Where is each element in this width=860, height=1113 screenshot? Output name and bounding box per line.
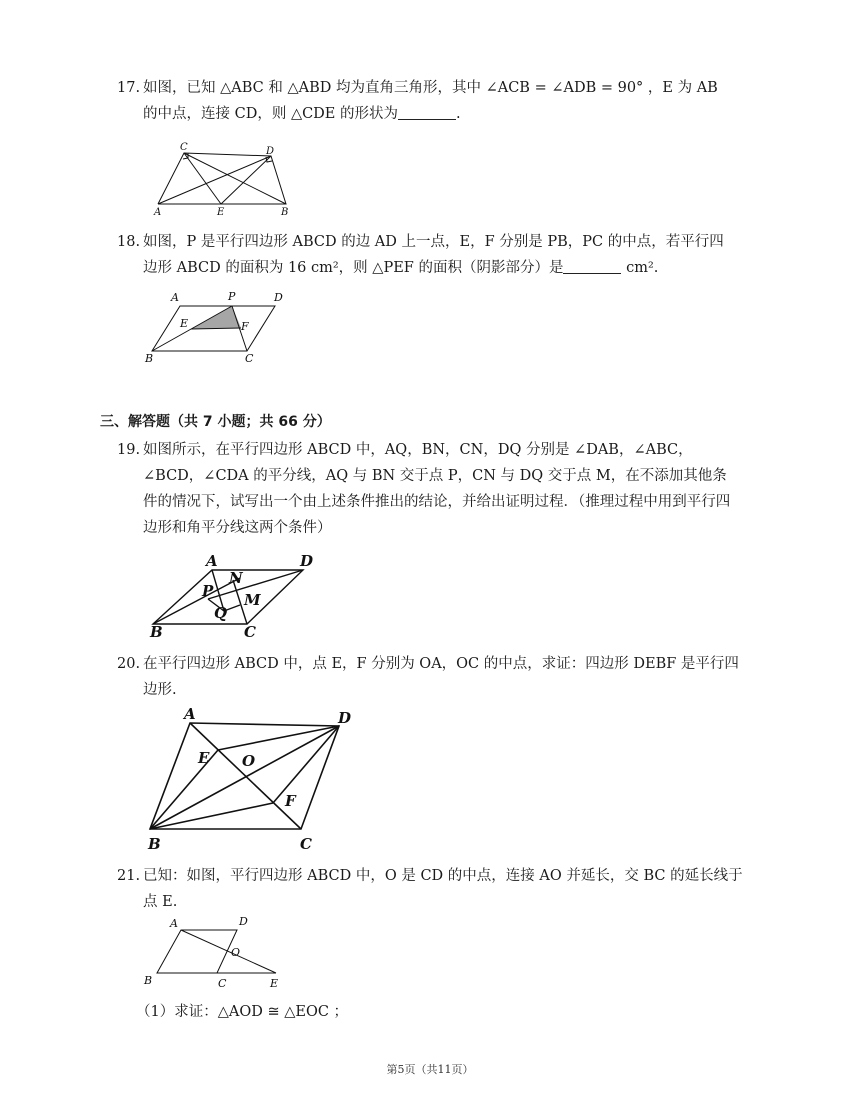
p20-label-d: D	[338, 709, 352, 727]
p19-label-a: A	[206, 552, 218, 570]
p19-label-b: B	[150, 623, 163, 641]
p21-label-e: E	[270, 977, 279, 990]
p21-sub1-text: （1）求证：△AOD ≅ △EOC ；	[136, 1004, 349, 1020]
p18-label-c: C	[245, 352, 254, 365]
p20-label-a: A	[184, 705, 196, 723]
p17-label-a: A	[154, 207, 162, 218]
p20-label-b: B	[148, 835, 161, 853]
p19-label-d: D	[300, 552, 314, 570]
p19-figure	[140, 548, 320, 643]
p21-label-d: D	[239, 915, 248, 928]
p20-label-c: C	[300, 835, 312, 853]
p21-label-a: A	[170, 917, 178, 930]
p18-label-a: A	[171, 291, 179, 304]
p19-number: 19.	[117, 442, 141, 458]
p19-label-q: Q	[214, 604, 228, 622]
p20-number: 20.	[117, 656, 141, 672]
p21-number: 21.	[117, 868, 141, 884]
p20-text-line1: 在平行四边形 ABCD 中，点 E，F 分别为 OA，OC 的中点，求证：四边形 DEBF 是平行四	[143, 656, 739, 672]
section-3-title: 三、解答题（共 7 小题；共 66 分）	[100, 414, 331, 430]
p18-number: 18.	[117, 234, 141, 250]
p21-label-c: C	[218, 977, 227, 990]
p21-label-b: B	[144, 974, 153, 987]
p21-figure	[140, 912, 290, 992]
p20-label-f: F	[285, 792, 296, 810]
p19-text-line2: ∠BCD，∠CDA 的平分线，AQ 与 BN 交于点 P，CN 与 DQ 交于点 M，在不添加其他条	[143, 468, 727, 484]
p17-label-b: B	[281, 207, 289, 218]
p17-text-line2: 的中点，连接 CD，则 △CDE 的形状为	[143, 106, 399, 122]
p17-label-e: E	[217, 207, 225, 218]
p18-label-e: E	[180, 317, 189, 330]
p18-text-line1: 如图，P 是平行四边形 ABCD 的边 AD 上一点，E，F 分别是 PB，PC 的中点，若平行四	[143, 234, 724, 250]
p19-text-line4: 边形和角平分线这两个条件）	[143, 520, 332, 536]
p19-label-m: M	[244, 591, 261, 609]
p17-label-d: D	[266, 146, 275, 157]
p18-label-d: D	[274, 291, 283, 304]
page-footer: 第5页（共11页）	[386, 1063, 474, 1076]
p19-text-line3: 件的情况下，试写出一个由上述条件推出的结论，并给出证明过程．（推理过程中用到平行四	[143, 494, 731, 510]
p21-text-line2: 点 E.	[143, 894, 178, 910]
p17-answer-blank[interactable]	[398, 105, 456, 120]
p17-figure	[150, 140, 300, 220]
p17-label-c: C	[180, 142, 188, 153]
p19-label-p: P	[202, 582, 214, 600]
p20-label-o: O	[242, 752, 256, 770]
p20-figure	[140, 702, 370, 857]
p18-label-f: F	[241, 320, 249, 333]
p18-answer-blank[interactable]	[563, 259, 621, 274]
p19-text-line1: 如图所示，在平行四边形 ABCD 中，AQ，BN，CN，DQ 分别是 ∠DAB，∠ABC，	[143, 442, 693, 458]
p18-text-line2: 边形 ABCD 的面积为 16 cm²，则 △PEF 的面积（阴影部分）是	[143, 260, 564, 276]
p21-text-line1: 已知：如图，平行四边形 ABCD 中，O 是 CD 的中点，连接 AO 并延长，交 BC 的延长线于	[143, 868, 743, 884]
p17-number: 17.	[117, 80, 141, 96]
p20-label-e: E	[198, 749, 210, 767]
p21-label-o: O	[231, 946, 241, 959]
p19-label-c: C	[244, 623, 256, 641]
p18-label-b: B	[145, 352, 154, 365]
p20-text-line2: 边形.	[143, 682, 177, 698]
p18-figure	[140, 288, 300, 368]
p19-label-n: N	[229, 569, 243, 587]
p17-text-line1: 如图，已知 △ABC 和 △ABD 均为直角三角形，其中 ∠ACB = ∠ADB = 90° ，E 为 AB	[143, 80, 718, 96]
p18-label-p: P	[228, 290, 236, 303]
